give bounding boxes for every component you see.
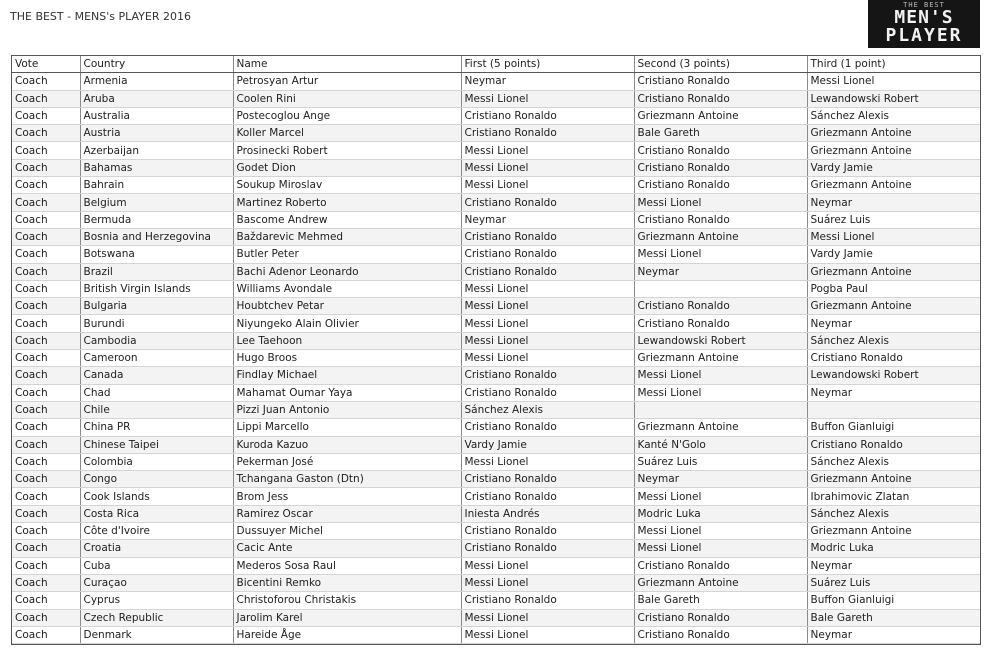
cell-country: Brazil <box>80 263 233 280</box>
cell-vote: Coach <box>12 177 80 194</box>
cell-second-choice: Messi Lionel <box>634 367 807 384</box>
cell-name: Pekerman José <box>233 453 461 470</box>
cell-name: Hugo Broos <box>233 350 461 367</box>
cell-first-choice: Cristiano Ronaldo <box>461 523 634 540</box>
cell-first-choice: Messi Lionel <box>461 159 634 176</box>
cell-name: Ramirez Oscar <box>233 505 461 522</box>
table-header-row <box>12 56 980 73</box>
table-body <box>12 73 980 644</box>
cell-second-choice: Cristiano Ronaldo <box>634 609 807 626</box>
table-row <box>12 436 980 453</box>
cell-second-choice: Bale Gareth <box>634 592 807 609</box>
cell-name: Petrosyan Artur <box>233 73 461 90</box>
cell-second-choice: Griezmann Antoine <box>634 228 807 245</box>
cell-first-choice: Cristiano Ronaldo <box>461 228 634 245</box>
cell-name: Lee Taehoon <box>233 332 461 349</box>
cell-third-choice: Messi Lionel <box>807 73 980 90</box>
cell-second-choice: Cristiano Ronaldo <box>634 177 807 194</box>
cell-second-choice: Cristiano Ronaldo <box>634 298 807 315</box>
cell-vote: Coach <box>12 436 80 453</box>
cell-second-choice <box>634 401 807 418</box>
cell-first-choice: Cristiano Ronaldo <box>461 263 634 280</box>
cell-country: Belgium <box>80 194 233 211</box>
cell-first-choice: Cristiano Ronaldo <box>461 592 634 609</box>
table-row <box>12 574 980 591</box>
cell-country: Bermuda <box>80 211 233 228</box>
the-best-mens-player-logo <box>868 0 980 48</box>
column-header-vote: Vote <box>12 56 80 73</box>
cell-third-choice: Griezmann Antoine <box>807 523 980 540</box>
cell-vote: Coach <box>12 626 80 643</box>
cell-vote: Coach <box>12 246 80 263</box>
cell-third-choice: Sánchez Alexis <box>807 453 980 470</box>
cell-third-choice: Cristiano Ronaldo <box>807 350 980 367</box>
cell-third-choice: Ibrahimovic Zlatan <box>807 488 980 505</box>
cell-name: Coolen Rini <box>233 90 461 107</box>
cell-name: Williams Avondale <box>233 280 461 297</box>
cell-vote: Coach <box>12 523 80 540</box>
cell-name: Postecoglou Ange <box>233 107 461 124</box>
cell-vote: Coach <box>12 90 80 107</box>
cell-first-choice: Messi Lionel <box>461 280 634 297</box>
cell-first-choice: Messi Lionel <box>461 350 634 367</box>
cell-second-choice <box>634 280 807 297</box>
cell-first-choice: Messi Lionel <box>461 298 634 315</box>
cell-vote: Coach <box>12 73 80 90</box>
cell-vote: Coach <box>12 505 80 522</box>
cell-name: Koller Marcel <box>233 125 461 142</box>
cell-third-choice: Griezmann Antoine <box>807 142 980 159</box>
cell-second-choice: Cristiano Ronaldo <box>634 211 807 228</box>
cell-name: Brom Jess <box>233 488 461 505</box>
cell-third-choice: Suárez Luis <box>807 574 980 591</box>
table-row <box>12 159 980 176</box>
cell-first-choice: Messi Lionel <box>461 574 634 591</box>
cell-first-choice: Cristiano Ronaldo <box>461 194 634 211</box>
cell-second-choice: Suárez Luis <box>634 453 807 470</box>
cell-vote: Coach <box>12 280 80 297</box>
cell-vote: Coach <box>12 471 80 488</box>
table-row <box>12 332 980 349</box>
table-row <box>12 246 980 263</box>
cell-vote: Coach <box>12 159 80 176</box>
table-row <box>12 177 980 194</box>
cell-vote: Coach <box>12 298 80 315</box>
cell-first-choice: Messi Lionel <box>461 142 634 159</box>
cell-third-choice: Bale Gareth <box>807 609 980 626</box>
votes-table-container <box>11 55 981 645</box>
cell-vote: Coach <box>12 367 80 384</box>
cell-vote: Coach <box>12 609 80 626</box>
cell-country: Chile <box>80 401 233 418</box>
cell-name: Kuroda Kazuo <box>233 436 461 453</box>
cell-third-choice: Griezmann Antoine <box>807 471 980 488</box>
table-row <box>12 298 980 315</box>
cell-name: Houbtchev Petar <box>233 298 461 315</box>
cell-second-choice: Kanté N'Golo <box>634 436 807 453</box>
cell-second-choice: Lewandowski Robert <box>634 332 807 349</box>
cell-third-choice: Sánchez Alexis <box>807 107 980 124</box>
cell-first-choice: Messi Lionel <box>461 332 634 349</box>
cell-country: Armenia <box>80 73 233 90</box>
cell-third-choice <box>807 401 980 418</box>
cell-name: Bicentini Remko <box>233 574 461 591</box>
cell-country: Australia <box>80 107 233 124</box>
cell-country: China PR <box>80 419 233 436</box>
cell-first-choice: Messi Lionel <box>461 177 634 194</box>
table-row <box>12 315 980 332</box>
cell-first-choice: Messi Lionel <box>461 626 634 643</box>
cell-vote: Coach <box>12 107 80 124</box>
table-row <box>12 107 980 124</box>
table-row <box>12 263 980 280</box>
cell-country: Cook Islands <box>80 488 233 505</box>
cell-second-choice: Griezmann Antoine <box>634 419 807 436</box>
cell-first-choice: Cristiano Ronaldo <box>461 540 634 557</box>
cell-first-choice: Sánchez Alexis <box>461 401 634 418</box>
table-row <box>12 540 980 557</box>
cell-third-choice: Griezmann Antoine <box>807 177 980 194</box>
cell-first-choice: Neymar <box>461 73 634 90</box>
cell-third-choice: Griezmann Antoine <box>807 125 980 142</box>
cell-first-choice: Cristiano Ronaldo <box>461 488 634 505</box>
cell-country: Botswana <box>80 246 233 263</box>
cell-second-choice: Messi Lionel <box>634 384 807 401</box>
cell-third-choice: Buffon Gianluigi <box>807 592 980 609</box>
cell-vote: Coach <box>12 350 80 367</box>
cell-third-choice: Neymar <box>807 384 980 401</box>
cell-name: Lippi Marcello <box>233 419 461 436</box>
column-header-first-choice: First (5 points) <box>461 56 634 73</box>
cell-third-choice: Neymar <box>807 626 980 643</box>
cell-name: Bachi Adenor Leonardo <box>233 263 461 280</box>
column-header-country: Country <box>80 56 233 73</box>
cell-name: Dussuyer Michel <box>233 523 461 540</box>
table-row <box>12 592 980 609</box>
table-row <box>12 90 980 107</box>
cell-country: Bulgaria <box>80 298 233 315</box>
cell-third-choice: Griezmann Antoine <box>807 263 980 280</box>
cell-second-choice: Cristiano Ronaldo <box>634 73 807 90</box>
cell-name: Mederos Sosa Raul <box>233 557 461 574</box>
cell-second-choice: Neymar <box>634 263 807 280</box>
cell-first-choice: Cristiano Ronaldo <box>461 471 634 488</box>
table-row <box>12 488 980 505</box>
cell-third-choice: Vardy Jamie <box>807 159 980 176</box>
cell-vote: Coach <box>12 419 80 436</box>
cell-second-choice: Bale Gareth <box>634 125 807 142</box>
cell-vote: Coach <box>12 574 80 591</box>
cell-country: Bahamas <box>80 159 233 176</box>
table-row <box>12 505 980 522</box>
cell-name: Butler Peter <box>233 246 461 263</box>
table-row <box>12 73 980 90</box>
cell-third-choice: Vardy Jamie <box>807 246 980 263</box>
cell-second-choice: Cristiano Ronaldo <box>634 159 807 176</box>
table-row <box>12 384 980 401</box>
cell-third-choice: Lewandowski Robert <box>807 90 980 107</box>
table-row <box>12 523 980 540</box>
cell-second-choice: Griezmann Antoine <box>634 574 807 591</box>
cell-second-choice: Messi Lionel <box>634 488 807 505</box>
cell-second-choice: Cristiano Ronaldo <box>634 90 807 107</box>
cell-second-choice: Griezmann Antoine <box>634 107 807 124</box>
cell-name: Findlay Michael <box>233 367 461 384</box>
cell-first-choice: Cristiano Ronaldo <box>461 125 634 142</box>
cell-country: Cuba <box>80 557 233 574</box>
cell-third-choice: Pogba Paul <box>807 280 980 297</box>
cell-country: Azerbaijan <box>80 142 233 159</box>
votes-table <box>12 56 980 644</box>
cell-name: Tchangana Gaston (Dtn) <box>233 471 461 488</box>
cell-third-choice: Neymar <box>807 315 980 332</box>
cell-vote: Coach <box>12 401 80 418</box>
cell-vote: Coach <box>12 142 80 159</box>
cell-second-choice: Cristiano Ronaldo <box>634 626 807 643</box>
cell-country: Congo <box>80 471 233 488</box>
cell-country: Czech Republic <box>80 609 233 626</box>
column-header-second-choice: Second (3 points) <box>634 56 807 73</box>
cell-country: Chad <box>80 384 233 401</box>
cell-country: Canada <box>80 367 233 384</box>
table-row <box>12 453 980 470</box>
table-row <box>12 401 980 418</box>
cell-name: Christoforou Christakis <box>233 592 461 609</box>
cell-country: Côte d'Ivoire <box>80 523 233 540</box>
table-row <box>12 367 980 384</box>
logo-line-2: MEN'S <box>894 6 954 28</box>
cell-second-choice: Cristiano Ronaldo <box>634 557 807 574</box>
table-row <box>12 194 980 211</box>
table-row <box>12 471 980 488</box>
cell-name: Godet Dion <box>233 159 461 176</box>
cell-name: Pizzi Juan Antonio <box>233 401 461 418</box>
cell-country: Curaçao <box>80 574 233 591</box>
table-row <box>12 211 980 228</box>
cell-third-choice: Suárez Luis <box>807 211 980 228</box>
cell-vote: Coach <box>12 557 80 574</box>
table-row <box>12 350 980 367</box>
cell-name: Martinez Roberto <box>233 194 461 211</box>
cell-third-choice: Lewandowski Robert <box>807 367 980 384</box>
cell-country: Cyprus <box>80 592 233 609</box>
cell-first-choice: Neymar <box>461 211 634 228</box>
cell-country: Chinese Taipei <box>80 436 233 453</box>
cell-third-choice: Neymar <box>807 557 980 574</box>
cell-country: Cambodia <box>80 332 233 349</box>
table-row <box>12 419 980 436</box>
table-row <box>12 280 980 297</box>
table-row <box>12 609 980 626</box>
cell-country: Colombia <box>80 453 233 470</box>
cell-country: British Virgin Islands <box>80 280 233 297</box>
cell-name: Mahamat Oumar Yaya <box>233 384 461 401</box>
cell-vote: Coach <box>12 592 80 609</box>
cell-vote: Coach <box>12 488 80 505</box>
cell-third-choice: Griezmann Antoine <box>807 298 980 315</box>
cell-country: Costa Rica <box>80 505 233 522</box>
cell-second-choice: Cristiano Ronaldo <box>634 142 807 159</box>
cell-vote: Coach <box>12 194 80 211</box>
cell-vote: Coach <box>12 125 80 142</box>
cell-first-choice: Messi Lionel <box>461 557 634 574</box>
cell-name: Bascome Andrew <box>233 211 461 228</box>
cell-first-choice: Vardy Jamie <box>461 436 634 453</box>
logo-line-3: PLAYER <box>885 24 963 46</box>
cell-vote: Coach <box>12 211 80 228</box>
logo-line-1: THE BEST <box>903 0 945 9</box>
cell-vote: Coach <box>12 384 80 401</box>
cell-name: Niyungeko Alain Olivier <box>233 315 461 332</box>
cell-first-choice: Cristiano Ronaldo <box>461 384 634 401</box>
cell-second-choice: Messi Lionel <box>634 194 807 211</box>
cell-third-choice: Modric Luka <box>807 540 980 557</box>
cell-vote: Coach <box>12 453 80 470</box>
cell-first-choice: Messi Lionel <box>461 609 634 626</box>
cell-name: Jarolim Karel <box>233 609 461 626</box>
cell-first-choice: Messi Lionel <box>461 453 634 470</box>
cell-second-choice: Messi Lionel <box>634 540 807 557</box>
cell-country: Burundi <box>80 315 233 332</box>
cell-name: Prosinecki Robert <box>233 142 461 159</box>
cell-third-choice: Buffon Gianluigi <box>807 419 980 436</box>
cell-name: Hareide Åge <box>233 626 461 643</box>
cell-first-choice: Cristiano Ronaldo <box>461 107 634 124</box>
cell-vote: Coach <box>12 540 80 557</box>
cell-first-choice: Messi Lionel <box>461 90 634 107</box>
table-row <box>12 626 980 643</box>
cell-vote: Coach <box>12 263 80 280</box>
cell-country: Austria <box>80 125 233 142</box>
cell-first-choice: Cristiano Ronaldo <box>461 246 634 263</box>
cell-third-choice: Cristiano Ronaldo <box>807 436 980 453</box>
table-row <box>12 228 980 245</box>
cell-vote: Coach <box>12 332 80 349</box>
cell-first-choice: Iniesta Andrés <box>461 505 634 522</box>
column-header-third-choice: Third (1 point) <box>807 56 980 73</box>
table-row <box>12 142 980 159</box>
document-title: THE BEST - MENS's PLAYER 2016 <box>10 10 191 23</box>
cell-country: Cameroon <box>80 350 233 367</box>
cell-country: Denmark <box>80 626 233 643</box>
cell-country: Croatia <box>80 540 233 557</box>
cell-name: Baždarevic Mehmed <box>233 228 461 245</box>
cell-second-choice: Neymar <box>634 471 807 488</box>
cell-first-choice: Cristiano Ronaldo <box>461 367 634 384</box>
cell-country: Bosnia and Herzegovina <box>80 228 233 245</box>
table-row <box>12 557 980 574</box>
cell-third-choice: Messi Lionel <box>807 228 980 245</box>
column-header-name: Name <box>233 56 461 73</box>
cell-second-choice: Griezmann Antoine <box>634 350 807 367</box>
cell-vote: Coach <box>12 315 80 332</box>
cell-name: Soukup Miroslav <box>233 177 461 194</box>
cell-second-choice: Modric Luka <box>634 505 807 522</box>
cell-third-choice: Neymar <box>807 194 980 211</box>
cell-name: Cacic Ante <box>233 540 461 557</box>
cell-third-choice: Sánchez Alexis <box>807 505 980 522</box>
cell-vote: Coach <box>12 228 80 245</box>
cell-first-choice: Cristiano Ronaldo <box>461 419 634 436</box>
cell-second-choice: Cristiano Ronaldo <box>634 315 807 332</box>
table-row <box>12 125 980 142</box>
cell-country: Aruba <box>80 90 233 107</box>
cell-country: Bahrain <box>80 177 233 194</box>
cell-third-choice: Sánchez Alexis <box>807 332 980 349</box>
cell-first-choice: Messi Lionel <box>461 315 634 332</box>
cell-second-choice: Messi Lionel <box>634 246 807 263</box>
cell-second-choice: Messi Lionel <box>634 523 807 540</box>
